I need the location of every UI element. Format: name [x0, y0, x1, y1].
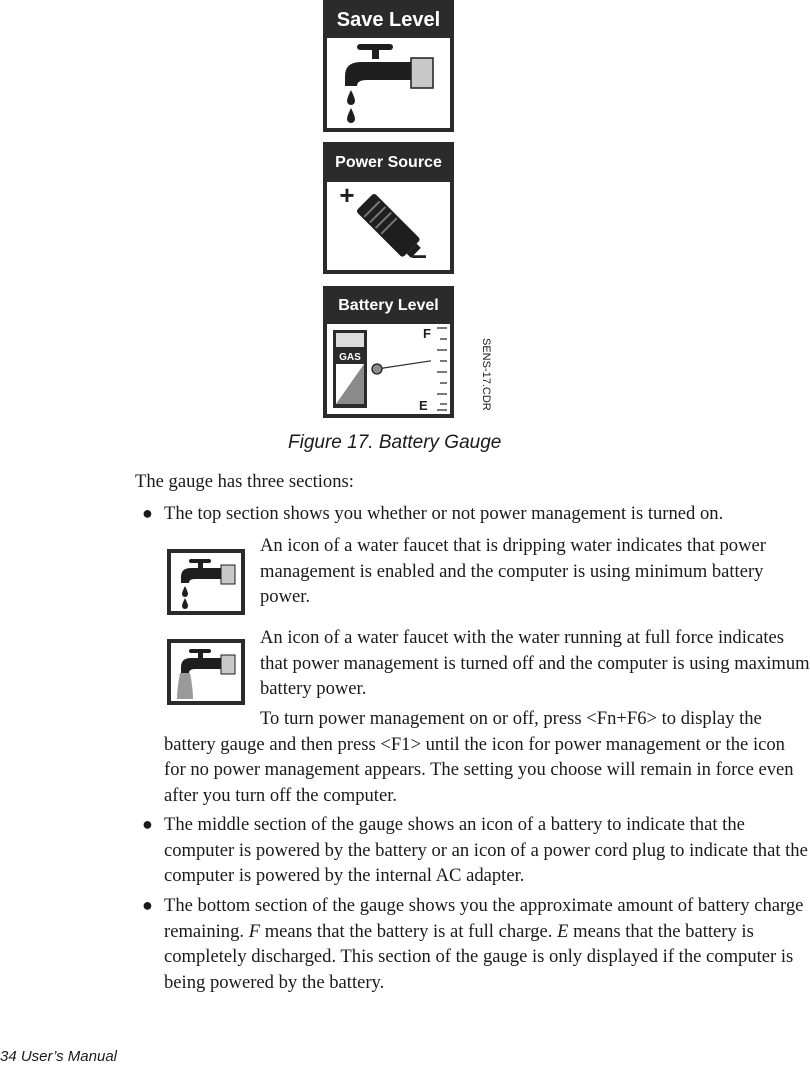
full-label: F: [423, 326, 431, 341]
bullet-1: ●: [142, 503, 153, 523]
plus-sign: +: [339, 182, 355, 210]
bullet-3-part2: means that the battery is at full charge.: [260, 920, 558, 942]
running-faucet-icon: [171, 643, 241, 701]
battery-level-panel: [323, 286, 454, 418]
empty-label: E: [419, 398, 428, 413]
running-faucet-small: [167, 639, 245, 705]
bullet-3-text: [164, 893, 810, 996]
dripping-faucet-small: [167, 549, 245, 615]
save-level-display: [327, 38, 450, 128]
running-icon-text: An icon of a water faucet with the water running at full force indicates that power management is turned off and the computer is using maximum battery power.: [260, 627, 810, 700]
dripping-faucet-icon: [171, 553, 241, 611]
bullet-2-text: The middle section of the gauge shows an icon of a battery to indicate that the computer is powered by the battery or an icon of a power cord plug to indicate that the computer is powered by the internal AC adapter.: [164, 814, 808, 887]
power-source-title: Power Source: [335, 154, 442, 171]
power-source-panel: [323, 142, 454, 274]
bullet-3: ●: [142, 895, 153, 915]
toggle-instructions: To turn power management on or off, press <Fn+F6> to display the battery gauge and then press <F1> until the icon for power management or the icon for no power management appears. The setting you choose will remain in force even after you turn off the computer.: [164, 708, 794, 807]
bullet-3-part1: The bottom section of the gauge shows you the approximate amount of battery charge remaining.: [164, 895, 804, 942]
save-level-title: Save Level: [336, 9, 441, 31]
dripping-faucet-icon: [327, 38, 450, 128]
bullet-2: ●: [142, 814, 153, 834]
power-source-display: [327, 182, 450, 270]
figure-caption: Figure 17. Battery Gauge: [288, 432, 502, 453]
gauge-pivot: [372, 364, 382, 374]
page-footer: 34 User’s Manual: [0, 1048, 118, 1065]
gauge-needle: [377, 361, 431, 369]
gas-label: GAS: [339, 352, 361, 363]
figure-file-label: SENS-17.CDR: [480, 338, 492, 411]
empty-term: E: [557, 920, 569, 942]
minus-sign: –: [411, 239, 427, 270]
bullet-3-part3: means that the battery is completely discharged. This section of the gauge is only displayed if the computer is being powered by the battery.: [164, 920, 794, 994]
fuel-gauge-icon: [327, 324, 450, 414]
save-level-panel: [323, 0, 454, 132]
full-term: F: [248, 920, 261, 942]
battery-level-title: Battery Level: [338, 297, 439, 314]
battery-icon: [327, 182, 450, 270]
bullet-1-text: The top section shows you whether or not power management is turned on.: [164, 503, 724, 524]
battery-level-display: [327, 324, 450, 414]
intro-text: The gauge has three sections:: [135, 471, 354, 492]
dripping-icon-text: An icon of a water faucet that is dripping water indicates that power management is enabled and the computer is using minimum battery power.: [260, 535, 766, 608]
